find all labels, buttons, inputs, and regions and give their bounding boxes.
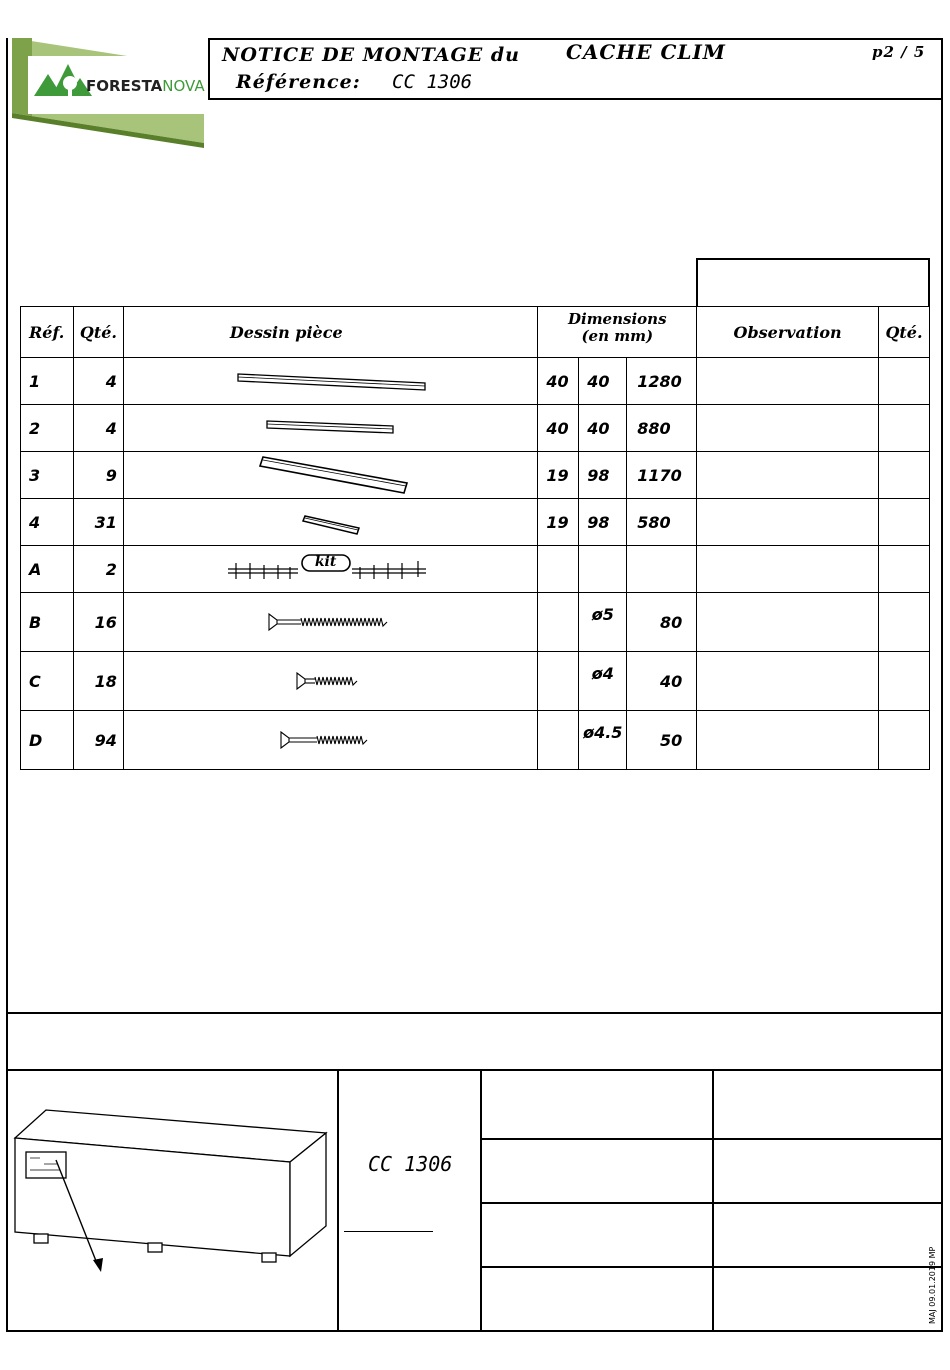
row-ref: 2	[21, 405, 74, 452]
footer-rule-2	[6, 1069, 943, 1071]
row-ref: B	[21, 593, 74, 652]
header-observation: Observation	[697, 307, 879, 358]
row-drawing	[123, 711, 537, 770]
row-qty2	[878, 546, 929, 593]
row-dim1	[538, 652, 579, 711]
reference-value: CC 1306	[392, 71, 473, 93]
row-dim2: 98	[579, 452, 627, 499]
row-qty2	[878, 593, 929, 652]
table-row	[21, 405, 930, 452]
page-number: p2 / 5	[872, 43, 926, 61]
row-dim2: 40	[579, 358, 627, 405]
row-dim2: ø4	[579, 652, 627, 711]
footer-reference: CC 1306	[368, 1152, 453, 1176]
row-dim3: 1280	[627, 358, 697, 405]
row-qty: 94	[73, 711, 123, 770]
row-dim3: 880	[627, 405, 697, 452]
table-row	[21, 711, 930, 770]
footer-col-2	[480, 1069, 482, 1332]
row-drawing	[123, 652, 537, 711]
row-qty2	[878, 452, 929, 499]
row-drawing	[123, 358, 537, 405]
header-dimensions-line1: Dimensions	[567, 310, 667, 328]
row-dim1	[538, 593, 579, 652]
row-dim2: ø5	[579, 593, 627, 652]
row-drawing	[123, 405, 537, 452]
observation-header-cap	[696, 258, 930, 306]
header-qty2: Qté.	[878, 307, 929, 358]
header-bottom-rule	[208, 98, 943, 100]
header-dimensions	[538, 307, 697, 358]
screw-c-drawing	[231, 669, 431, 693]
row-ref: C	[21, 652, 74, 711]
row-qty: 18	[73, 652, 123, 711]
row-ref: 1	[21, 358, 74, 405]
row-qty: 16	[73, 593, 123, 652]
row-dim3: 1170	[627, 452, 697, 499]
row-dim1	[538, 711, 579, 770]
row-observation	[697, 593, 879, 652]
footer-col-1	[337, 1069, 339, 1332]
row-dim3	[627, 546, 697, 593]
row-observation	[697, 452, 879, 499]
row-qty: 2	[73, 546, 123, 593]
row-dim2: ø4.5	[579, 711, 627, 770]
beam-short-drawing	[231, 413, 431, 443]
row-qty: 4	[73, 358, 123, 405]
kit-label: kit	[314, 554, 337, 570]
row-qty2	[878, 499, 929, 546]
row-dim1: 40	[538, 405, 579, 452]
row-drawing	[123, 593, 537, 652]
row-dim1	[538, 546, 579, 593]
row-qty2	[878, 711, 929, 770]
table-row	[21, 499, 930, 546]
row-qty2	[878, 405, 929, 452]
table-row	[21, 593, 930, 652]
row-drawing	[123, 452, 537, 499]
row-qty: 9	[73, 452, 123, 499]
header-ref: Réf.	[21, 307, 74, 358]
header-drawing: Dessin pièce	[123, 307, 537, 358]
footer-row-2	[480, 1202, 943, 1204]
row-dim1: 40	[538, 358, 579, 405]
package-box-illustration	[10, 1100, 330, 1280]
logo-brand-nova: NOVA	[162, 77, 205, 95]
row-drawing	[123, 546, 537, 593]
logo-brand-foresta: FORESTA	[86, 77, 163, 95]
table-row	[21, 546, 930, 593]
footer-row-1	[480, 1138, 943, 1140]
header-dimensions-line2: (en mm)	[581, 327, 654, 345]
table-header-row	[21, 307, 930, 358]
row-dim2	[579, 546, 627, 593]
row-dim2: 40	[579, 405, 627, 452]
row-qty2	[878, 652, 929, 711]
footer-col-3	[712, 1069, 714, 1332]
footer-rule-1	[6, 1012, 943, 1014]
footer-underline	[344, 1231, 433, 1232]
plank-short-drawing	[231, 507, 431, 537]
screw-b-drawing	[231, 610, 431, 634]
parts-table	[20, 306, 930, 770]
row-observation	[697, 358, 879, 405]
table-row	[21, 452, 930, 499]
plank-long-drawing	[231, 453, 431, 497]
row-ref: A	[21, 546, 74, 593]
row-qty: 4	[73, 405, 123, 452]
header-left-rule	[208, 38, 210, 100]
maj-date-stamp: MAJ 09.01.2019 MP	[928, 1246, 937, 1324]
row-drawing	[123, 499, 537, 546]
row-dim1: 19	[538, 499, 579, 546]
notice-title: NOTICE DE MONTAGE du	[222, 44, 520, 66]
row-observation	[697, 711, 879, 770]
row-observation	[697, 546, 879, 593]
row-observation	[697, 405, 879, 452]
reference-label: Référence:	[236, 71, 361, 93]
beam-long-drawing	[231, 366, 431, 396]
row-dim3: 40	[627, 652, 697, 711]
foresta-nova-logo	[8, 38, 208, 148]
row-dim3: 580	[627, 499, 697, 546]
row-ref: 3	[21, 452, 74, 499]
row-dim3: 80	[627, 593, 697, 652]
row-dim1: 19	[538, 452, 579, 499]
row-dim3: 50	[627, 711, 697, 770]
row-dim2: 98	[579, 499, 627, 546]
table-row	[21, 358, 930, 405]
screw-d-drawing	[231, 728, 431, 752]
row-qty: 31	[73, 499, 123, 546]
header-qty: Qté.	[73, 307, 123, 358]
table-row	[21, 652, 930, 711]
row-ref: D	[21, 711, 74, 770]
footer-row-3	[480, 1266, 943, 1268]
row-qty2	[878, 358, 929, 405]
product-name: CACHE CLIM	[566, 40, 726, 64]
row-ref: 4	[21, 499, 74, 546]
row-observation	[697, 652, 879, 711]
row-observation	[697, 499, 879, 546]
